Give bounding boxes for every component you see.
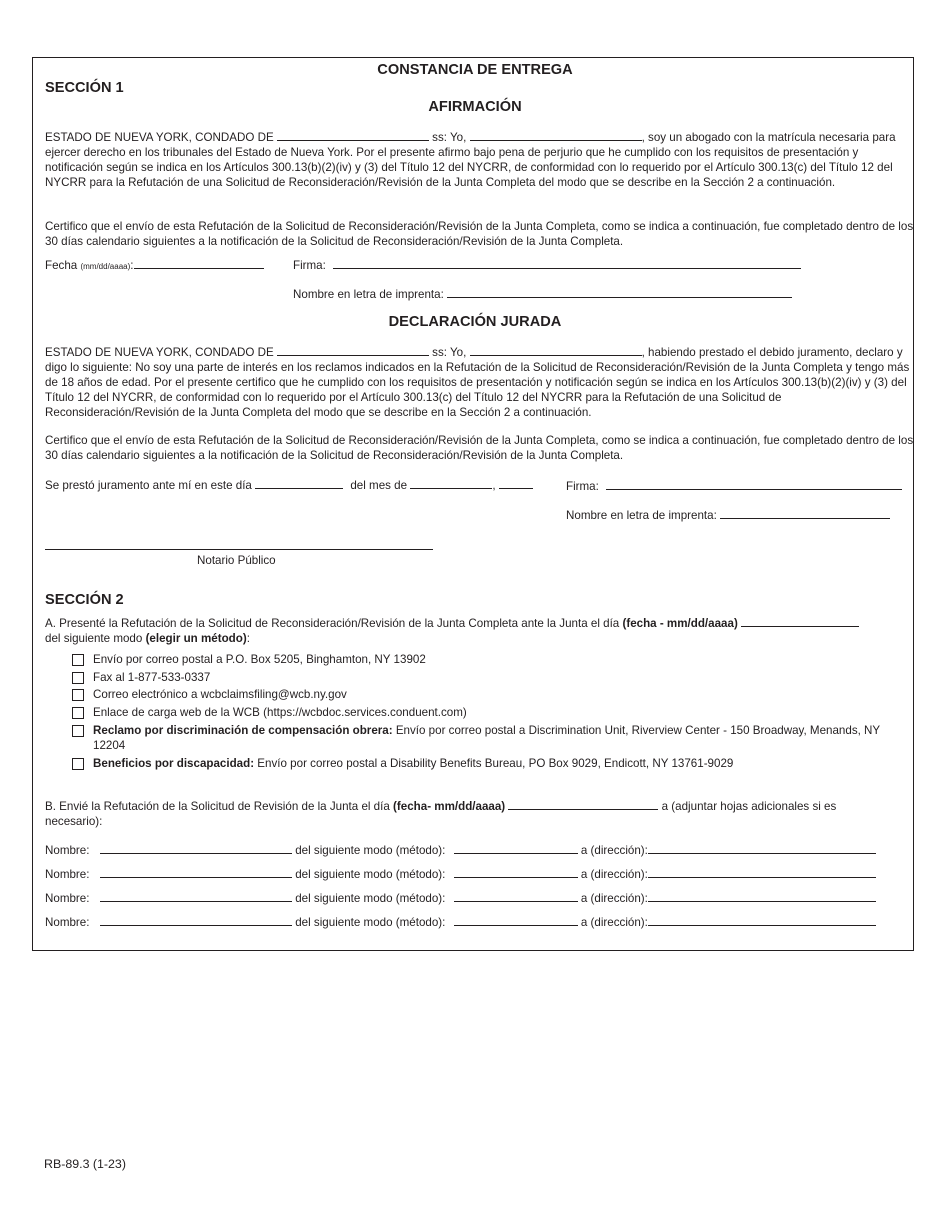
sworn-month-field[interactable]: [410, 477, 492, 489]
sworn-signature-field[interactable]: [606, 478, 902, 490]
option-web-upload-label: Enlace de carga web de la WCB (https://wcbdoc.services.conduent.com): [93, 706, 467, 719]
sworn-day-row: [45, 477, 533, 494]
recipient-name-label: Nombre:: [45, 844, 90, 857]
sworn-print-name-field[interactable]: [720, 507, 890, 519]
recipient-address-label: a (dirección):: [580, 868, 648, 881]
option-mail-checkbox[interactable]: [72, 654, 84, 666]
affirmation-date-format: (mm/dd/aaaa): [80, 262, 131, 271]
recipient-method-label: del siguiente modo (método):: [295, 868, 446, 881]
sworn-body: declaro y digo lo siguiente: No soy una parte de interés en los reclamos indicados en la Refutación de la Solicitud de Reconsideración/Revisión de la Junta Completa y tengo más de 18 años de edad. Por el presente certifico que he cumplido con los requisitos de presentación y notificación según se indica en los Artículos 300.13(b)(2)(iv) y (3) del Título 12 del NYCRR, de conformidad con lo requerido por el Artículo 300.13(c) del Título 12 del NYCRR para la Refutación de una Solicitud de Reconsideración/Revisión de la Junta Completa del modo que se describe en la Sección 2 a continuación.: [45, 346, 910, 420]
form-id: RB-89.3 (1-23): [44, 1157, 126, 1171]
option-mail-label: Envío por correo postal a P.O. Box 5205, Binghamton, NY 13902: [93, 653, 426, 666]
affirmation-print-name-label: Nombre en letra de imprenta:: [293, 288, 444, 301]
recipient-method-label: del siguiente modo (método):: [295, 844, 446, 857]
affirmation-date-colon: :: [130, 259, 134, 272]
recipient-method-field[interactable]: [454, 914, 578, 926]
affirmation-signature-label: Firma:: [293, 259, 326, 272]
section2-b-date-field[interactable]: [508, 798, 658, 810]
option-discrimination-checkbox[interactable]: [72, 725, 84, 737]
section2-a-colon: :: [246, 632, 250, 646]
option-fax-label: Fax al 1-877-533-0337: [93, 671, 211, 684]
sworn-comma: ,: [492, 479, 496, 492]
affirmation-body: para ejercer derecho en los tribunales del Estado de Nueva York. Por el presente afirmo bajo pena de perjurio que he cumplido con los requisitos de presentación y notificación según se indica en los Artículos 300.13(b)(2)(iv) y (3) del Título 12 del NYCRR, de conformidad con lo requerido por el Artículo 300.13(c) del Título 12 del NYCRR para la Refutación de una Solicitud de Reconsideración/Revisión de la Junta Completa del modo que se describe en la Sección 2 a continuación.: [45, 131, 896, 190]
section2-a-text-1: A. Presenté la Refutación de la Solicitud de Reconsideración/Revisión de la Junta Completa ante la Junta el día: [45, 617, 620, 630]
recipient-method-label: del siguiente modo (método):: [295, 916, 446, 929]
recipient-row: [45, 842, 876, 859]
affirmation-name-field[interactable]: [470, 129, 642, 141]
sworn-paragraph: [45, 344, 915, 420]
recipient-method-field[interactable]: [454, 842, 578, 854]
recipient-address-label: a (dirección):: [580, 844, 648, 857]
section2-heading: SECCIÓN 2: [45, 592, 124, 608]
affirmation-certify: Certifico que el envío de esta Refutación de la Solicitud de Reconsideración/Revisión de la Junta Completa, como se indica a continuación, fue completado dentro de los 30 días calendario siguientes a la notificación de la Solicitud de Reconsideración/Revisión de la Junta Completa.: [45, 220, 914, 249]
option-email-label: Correo electrónico a wcbclaimsfiling@wcb.ny.gov: [93, 688, 347, 701]
sworn-print-name-row: [566, 507, 890, 524]
section2-a-date-format: (fecha - mm/dd/aaaa): [622, 617, 738, 630]
notary-signature-line[interactable]: [45, 549, 433, 550]
section2-b-paragraph: [45, 798, 915, 829]
section2-a-date-field[interactable]: [741, 615, 859, 627]
recipient-method-label: del siguiente modo (método):: [295, 892, 446, 905]
sworn-state-prefix: ESTADO DE NUEVA YORK, CONDADO DE: [45, 346, 274, 359]
sworn-month-label: del mes de: [350, 479, 408, 492]
sworn-year-field[interactable]: [499, 477, 533, 489]
section2-a-paragraph: [45, 615, 915, 646]
form-title: CONSTANCIA DE ENTREGA: [377, 62, 573, 78]
recipient-address-field[interactable]: [648, 866, 876, 878]
sworn-day-label: Se prestó juramento ante mí en este día: [45, 479, 252, 492]
recipient-name-label: Nombre:: [45, 892, 90, 905]
sworn-certify: Certifico que el envío de esta Refutación de la Solicitud de Reconsideración/Revisión de la Junta Completa, como se indica a continuación, fue completado dentro de los 30 días calendario siguientes a la notificación de la Solicitud de Reconsideración/Revisión de la Junta Completa.: [45, 434, 914, 463]
affirmation-line1-tail: , soy un abogado con la matrícula necesaria: [641, 131, 870, 144]
affirmation-signature-field[interactable]: [333, 257, 801, 269]
recipient-name-field[interactable]: [100, 866, 292, 878]
affirmation-date-row: [45, 257, 264, 275]
option-disability-checkbox[interactable]: [72, 758, 84, 770]
section2-b-date-format: (fecha- mm/dd/aaaa): [393, 800, 506, 813]
affirmation-ss-label: ss: Yo,: [432, 131, 467, 144]
affirmation-date-field[interactable]: [134, 257, 264, 269]
recipient-name-field[interactable]: [100, 842, 292, 854]
option-disability-label: Beneficios por discapacidad: Envío por correo postal a Disability Benefits Bureau, PO Box 9029, Endicott, NY 13761-9029: [93, 757, 734, 770]
affirmation-county-field[interactable]: [277, 129, 429, 141]
affirmation-state-prefix: ESTADO DE NUEVA YORK, CONDADO DE: [45, 131, 274, 144]
recipient-row: [45, 914, 876, 931]
affirmation-paragraph: [45, 129, 915, 190]
recipient-address-label: a (dirección):: [580, 916, 648, 929]
sworn-signature-label: Firma:: [566, 480, 599, 493]
sworn-day-field[interactable]: [255, 477, 343, 489]
section2-b-text-1: B. Envié la Refutación de la Solicitud de Revisión de la Junta el día: [45, 800, 390, 813]
recipient-address-field[interactable]: [648, 890, 876, 902]
option-email-checkbox[interactable]: [72, 689, 84, 701]
affirmation-print-name-field[interactable]: [447, 286, 792, 298]
sworn-signature-row: [566, 478, 902, 495]
section2-a-method-instruction: (elegir un método): [145, 632, 247, 646]
section2-b-text-2: a (adjuntar hojas adicionales si es: [661, 800, 837, 813]
affirmation-heading: AFIRMACIÓN: [428, 99, 522, 115]
option-discrimination-label: Reclamo por discriminación de compensación obrera: Envío por correo postal a Discrimination Unit, Riverview Center - 150 Broadway, Menands, NY 12204: [93, 724, 880, 752]
option-fax-checkbox[interactable]: [72, 672, 84, 684]
sworn-heading: DECLARACIÓN JURADA: [388, 314, 562, 330]
recipient-name-label: Nombre:: [45, 916, 90, 929]
notary-label: Notario Público: [197, 554, 276, 567]
sworn-county-field[interactable]: [277, 344, 429, 356]
recipient-name-field[interactable]: [100, 890, 292, 902]
sworn-line1-tail: , habiendo prestado el debido juramento,: [641, 346, 853, 359]
section2-b-text-3: necesario):: [45, 815, 103, 829]
section2-a-text-2: del siguiente modo: [45, 632, 143, 646]
sworn-ss-label: ss: Yo,: [432, 346, 467, 359]
recipient-method-field[interactable]: [454, 866, 578, 878]
option-web-upload-checkbox[interactable]: [72, 707, 84, 719]
affirmation-print-name-row: [293, 286, 792, 303]
recipient-row: [45, 866, 876, 883]
recipient-name-label: Nombre:: [45, 868, 90, 881]
sworn-print-name-label: Nombre en letra de imprenta:: [566, 509, 717, 522]
recipient-name-field[interactable]: [100, 914, 292, 926]
affirmation-date-label: Fecha: [45, 259, 78, 272]
recipient-address-field[interactable]: [648, 842, 876, 854]
recipient-method-field[interactable]: [454, 890, 578, 902]
affirmation-signature-row: [293, 257, 801, 274]
recipient-address-field[interactable]: [648, 914, 876, 926]
sworn-name-field[interactable]: [470, 344, 642, 356]
section1-heading: SECCIÓN 1: [45, 80, 124, 96]
recipient-row: [45, 890, 876, 907]
recipient-address-label: a (dirección):: [580, 892, 648, 905]
